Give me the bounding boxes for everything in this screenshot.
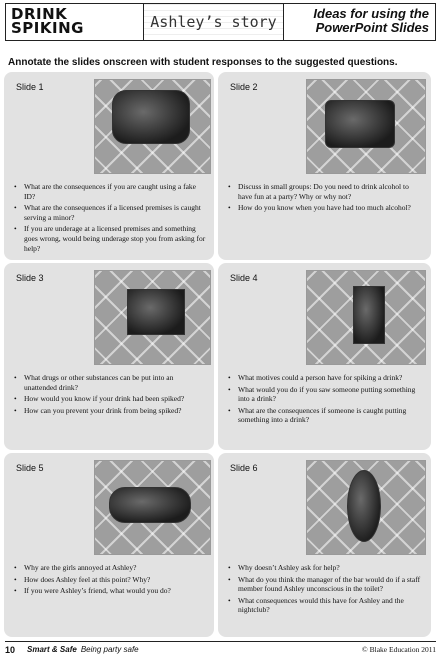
series-title: Smart & Safe [27,645,77,654]
slide-photo [127,289,185,335]
logo-line-2: SPIKING [11,19,84,37]
list-item: • If you are underage at a licensed premises and something goes wrong, would being underage stop you from asking for help? [14,224,206,253]
question-list [14,373,206,417]
slide-thumbnail [94,79,211,174]
slide-photo [109,487,191,523]
page-number: 10 [5,644,16,655]
section-title-line-1: Ideas for using the [313,6,429,21]
question-list [14,563,206,598]
slide-thumbnail [94,460,211,555]
list-item: • What motives could a person have for spiking a drink? [228,373,423,383]
list-item: • How do you know when you have had too much alcohol? [228,203,423,213]
slide-photo [347,470,381,542]
slide-panel-6 [218,453,431,637]
slide-photo [325,100,395,148]
list-item: • What are the consequences if a licensed premises is caught serving a minor? [14,203,206,222]
slide-panel-4 [218,263,431,450]
list-item: • How would you know if your drink had been spiked? [14,394,206,404]
question-list [228,563,423,617]
slide-panel-1 [4,72,214,260]
instruction-text: Annotate the slides onscreen with student responses to the suggested questions. [8,57,398,68]
slide-thumbnail [306,79,426,174]
book-subtitle: Being party safe [80,645,139,654]
list-item: • How can you prevent your drink from being spiked? [14,406,206,416]
slide-photo [112,90,190,144]
question-list [228,182,423,215]
slide-thumbnail [94,270,211,365]
slide-label: Slide 5 [16,463,44,473]
drink-spiking-logo [6,4,144,40]
story-title: Ashley’s story [144,4,284,40]
slide-thumbnail [306,270,426,365]
slide-photo [353,286,385,344]
list-item: • How does Ashley feel at this point? Why? [14,575,206,585]
question-list [14,182,206,255]
question-list [228,373,423,427]
page-footer [5,641,436,657]
copyright-text: © Blake Education 2011 [362,645,436,654]
list-item: • What do you think the manager of the bar would do if a staff member found Ashley unconscious in the toilet? [228,575,423,594]
list-item: • What are the consequences if you are caught using a fake ID? [14,182,206,201]
list-item: • What would you do if you saw someone putting something into a drink? [228,385,423,404]
slide-label: Slide 4 [230,273,258,283]
logo-line-1: DRINK [11,5,68,23]
section-title [284,4,435,40]
list-item: • If you were Ashley’s friend, what would you do? [14,586,206,596]
list-item: • Why doesn’t Ashley ask for help? [228,563,423,573]
slide-thumbnail [306,460,426,555]
list-item: • What are the consequences if someone is caught putting something into a drink? [228,406,423,425]
slide-label: Slide 2 [230,82,258,92]
section-title-line-2: PowerPoint Slides [315,20,429,35]
slide-panel-3 [4,263,214,450]
page-header [5,3,436,41]
slide-label: Slide 1 [16,82,44,92]
list-item: • What drugs or other substances can be put into an unattended drink? [14,373,206,392]
list-item: • Why are the girls annoyed at Ashley? [14,563,206,573]
slide-label: Slide 6 [230,463,258,473]
slide-panel-5 [4,453,214,637]
slide-label: Slide 3 [16,273,44,283]
slide-panel-2 [218,72,431,260]
list-item: • What consequences would this have for Ashley and the nightclub? [228,596,423,615]
list-item: • Discuss in small groups: Do you need to drink alcohol to have fun at a party? Why or why not? [228,182,423,201]
